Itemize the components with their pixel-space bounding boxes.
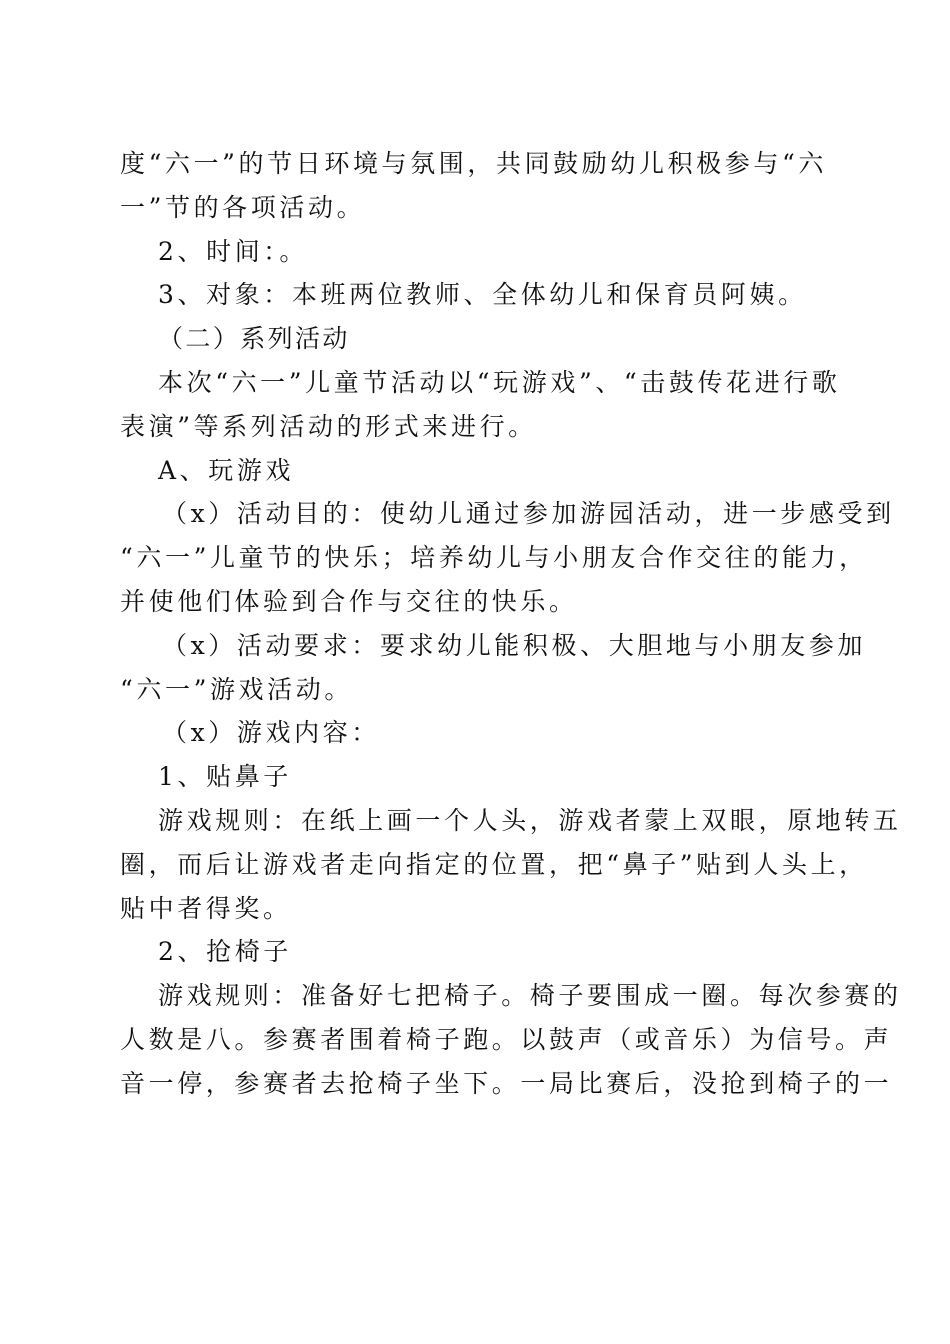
paragraph-line: “六一”游戏活动。 [120,674,353,704]
paragraph-line: 本次“六一”儿童节活动以“玩游戏”、“击鼓传花进行歌 [158,367,841,397]
list-item-time: 2、时间：。 [158,236,309,266]
section-heading: （二）系列活动 [158,324,350,354]
paragraph-line: “六一”儿童节的快乐；培养幼儿与小朋友合作交往的能力， [120,543,868,573]
paragraph-line: 一”节的各项活动。 [120,192,366,222]
paragraph-line: 游戏规则：在纸上画一个人头，游戏者蒙上双眼，原地转五 [158,805,902,835]
game-title: 1、贴鼻子 [158,762,292,792]
paragraph-line: 并使他们体验到合作与交往的快乐。 [120,586,578,616]
paragraph-line: （x）活动目的：使幼儿通过参加游园活动，进一步感受到 [162,499,895,529]
paragraph-line: 贴中者得奖。 [120,893,292,923]
paragraph-line: （x）游戏内容： [162,718,380,748]
document-page [120,142,902,1106]
paragraph-line: 游戏规则：准备好七把椅子。椅子要围成一圈。每次参赛的 [158,981,902,1011]
paragraph-line: 音一停，参赛者去抢椅子坐下。一局比赛后，没抢到椅子的一 [120,1068,893,1098]
paragraph-line: 圈，而后让游戏者走向指定的位置，把“鼻子”贴到人头上， [120,849,868,879]
paragraph-line: 人数是八。参赛者围着椅子跑。以鼓声（或音乐）为信号。声 [120,1024,893,1054]
game-title: 2、抢椅子 [158,937,292,967]
list-item-audience: 3、对象：本班两位教师、全体幼儿和保育员阿姨。 [158,280,807,310]
subsection-heading: A、玩游戏 [158,455,295,485]
paragraph-line: （x）活动要求：要求幼儿能积极、大胆地与小朋友参加 [162,630,867,660]
paragraph-line: 度“六一”的节日环境与氛围，共同鼓励幼儿积极参与“六 [120,149,827,178]
paragraph-line: 表演”等系列活动的形式来进行。 [120,411,537,441]
